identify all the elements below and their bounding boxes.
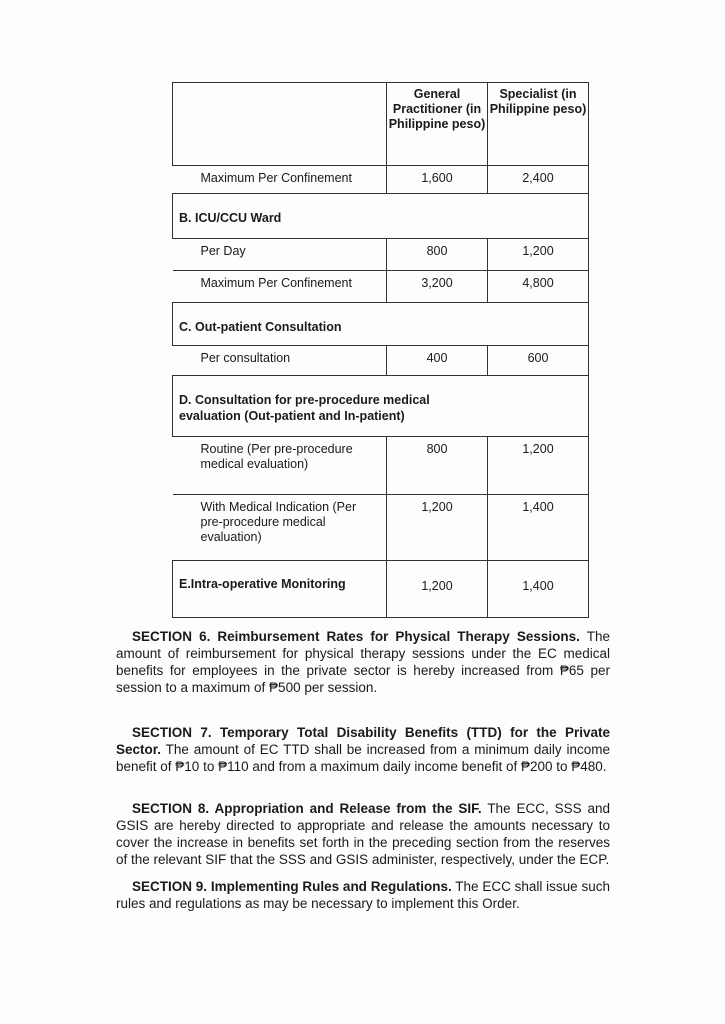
section-7-paragraph: [116, 724, 610, 775]
section-body: The ECC, SSS and GSIS are hereby directed to appropriate and release the amounts necessary to cover the increase in benefits set forth in the preceding section from the reserves of the relevant SIF that the SSS and GSIS administer, respectively, under the ECP.: [116, 801, 610, 867]
section-heading: SECTION 6. Reimbursement Rates for Physical Therapy Sessions.: [132, 629, 580, 644]
header-general-practitioner: General Practitioner (in Philippine peso): [387, 83, 488, 166]
section-title: D. Consultation for pre-procedure medical evaluation (Out-patient and In-patient): [173, 376, 589, 437]
section-8-paragraph: [116, 800, 610, 868]
section-row: [173, 303, 589, 346]
row-specialist-value: 1,400: [488, 495, 589, 561]
section-row: [173, 376, 589, 437]
row-label: Per consultation: [173, 346, 387, 376]
row-specialist-value: 1,200: [488, 239, 589, 271]
row-label: Per Day: [173, 239, 387, 271]
row-label: E.Intra-operative Monitoring: [173, 561, 387, 618]
section-title: B. ICU/CCU Ward: [173, 194, 589, 239]
header-specialist: Specialist (in Philippine peso): [488, 83, 589, 166]
benefits-rate-table: [172, 82, 589, 618]
row-gp-value: 1,200: [387, 495, 488, 561]
row-label: With Medical Indication (Per pre-procedure medical evaluation): [173, 495, 387, 561]
table-row: [173, 437, 589, 495]
row-gp-value: 800: [387, 437, 488, 495]
section-heading: SECTION 7. Temporary Total Disability Benefits (TTD) for the Private Sector.: [116, 725, 610, 757]
row-label: Maximum Per Confinement: [173, 166, 387, 194]
row-specialist-value: 600: [488, 346, 589, 376]
table-row: [173, 239, 589, 271]
section-body: The amount of EC TTD shall be increased from a minimum daily income benefit of ₱10 to ₱110 and from a maximum daily income benefit of ₱200 to ₱480.: [116, 742, 610, 774]
table-row: [173, 271, 589, 303]
row-label: Maximum Per Confinement: [173, 271, 387, 303]
section-6-paragraph: [116, 628, 610, 696]
row-gp-value: 400: [387, 346, 488, 376]
table-row: [173, 561, 589, 618]
section-heading: SECTION 9. Implementing Rules and Regulations.: [132, 879, 452, 894]
section-heading: SECTION 8. Appropriation and Release from the SIF.: [132, 801, 482, 816]
section-row: [173, 194, 589, 239]
table-row: [173, 495, 589, 561]
section-body: The amount of reimbursement for physical therapy sessions under the EC medical benefits for employees in the private sector is hereby increased from ₱65 per session to a maximum of ₱500 per session.: [116, 629, 610, 695]
table-row: [173, 166, 589, 194]
row-specialist-value: 2,400: [488, 166, 589, 194]
section-body: The ECC shall issue such rules and regulations as may be necessary to implement this Order.: [116, 879, 610, 911]
row-gp-value: 1,200: [387, 561, 488, 618]
row-label: Routine (Per pre-procedure medical evaluation): [173, 437, 387, 495]
row-gp-value: 3,200: [387, 271, 488, 303]
section-title: C. Out-patient Consultation: [173, 303, 589, 346]
table-header-row: [173, 83, 589, 166]
row-specialist-value: 1,400: [488, 561, 589, 618]
row-specialist-value: 4,800: [488, 271, 589, 303]
header-empty-cell: [173, 83, 387, 166]
table-row: [173, 346, 589, 376]
row-specialist-value: 1,200: [488, 437, 589, 495]
row-gp-value: 1,600: [387, 166, 488, 194]
row-gp-value: 800: [387, 239, 488, 271]
section-9-paragraph: [116, 878, 610, 912]
